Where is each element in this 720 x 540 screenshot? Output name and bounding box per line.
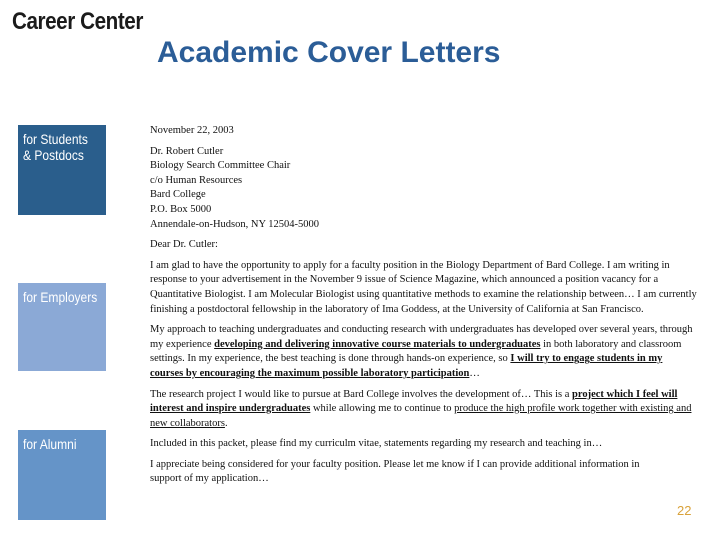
students-label-line2: & Postdocs (23, 147, 84, 163)
page-number: 22 (677, 503, 692, 518)
address-line: P.O. Box 5000 (150, 203, 212, 215)
teaching-text: in both laboratory and classroom settings. In my experience, the best teaching is done through hands-on experience, so (150, 338, 682, 365)
cover-letter-sample (150, 124, 698, 487)
research-highlight: project which I feel will interest and inspire undergraduates (150, 388, 678, 415)
sidebar-panel-alumni[interactable] (18, 430, 106, 520)
address-line: Dr. Robert Cutler (150, 145, 224, 157)
teaching-text: My approach to teaching undergraduates and conducting research with undergraduates has developed over several years, through my experience (150, 324, 693, 350)
salutation: Dear Dr. Cutler: (150, 239, 218, 251)
address-line: Bard College (150, 189, 206, 201)
paragraph-closing: I appreciate being considered for your faculty position. Please let me know if I can provide additional information in support of my application… (150, 458, 640, 485)
teaching-text: … (469, 367, 480, 379)
research-text: The research project I would like to pursue at Bard College involves the development of… This is a (150, 388, 573, 400)
page-title: Academic Cover Letters (157, 36, 501, 69)
paragraph-research (150, 388, 698, 432)
alumni-label: for Alumni (23, 436, 77, 452)
recipient-address (150, 145, 698, 233)
students-label-line1: for Students (23, 131, 88, 147)
address-line: Biology Search Committee Chair (150, 160, 291, 172)
career-center-logo: Career Center (12, 8, 143, 35)
letter-date: November 22, 2003 (150, 125, 234, 136)
research-highlight: produce the high profile work together with existing and new collaborators (150, 403, 692, 429)
teaching-highlight: I will try to engage students in my courses by encouraging the maximum possible laboratory participation (150, 353, 663, 379)
teaching-highlight: developing and delivering innovative course materials to undergraduates (214, 338, 541, 350)
address-line: c/o Human Resources (150, 174, 243, 186)
sidebar-panel-students[interactable] (18, 125, 106, 215)
research-text: . (224, 417, 228, 429)
employers-label: for Employers (23, 289, 98, 305)
sidebar-panel-employers[interactable] (18, 283, 106, 371)
research-text: while allowing me to continue to (310, 403, 455, 415)
paragraph-teaching (150, 323, 698, 381)
paragraph-intro: I am glad to have the opportunity to apply for a faculty position in the Biology Department of Bard College. I am writing in response to your advertisement in the November 9 issue of Science Magazine, which announced a position vacancy for a Quantitative Biologist. I am Molecular Biologist using quantitative methods to examine the relationship between… I am currently finishing a postdoctoral fellowship in the laboratory of Ima Goddess, at the University of California at San Francisco. (150, 259, 697, 315)
address-line: Annendale-on-Hudson, NY 12504-5000 (150, 218, 320, 230)
paragraph-enclosures: Included in this packet, please find my curriculm vitae, statements regarding my research and teaching in… (150, 438, 603, 450)
